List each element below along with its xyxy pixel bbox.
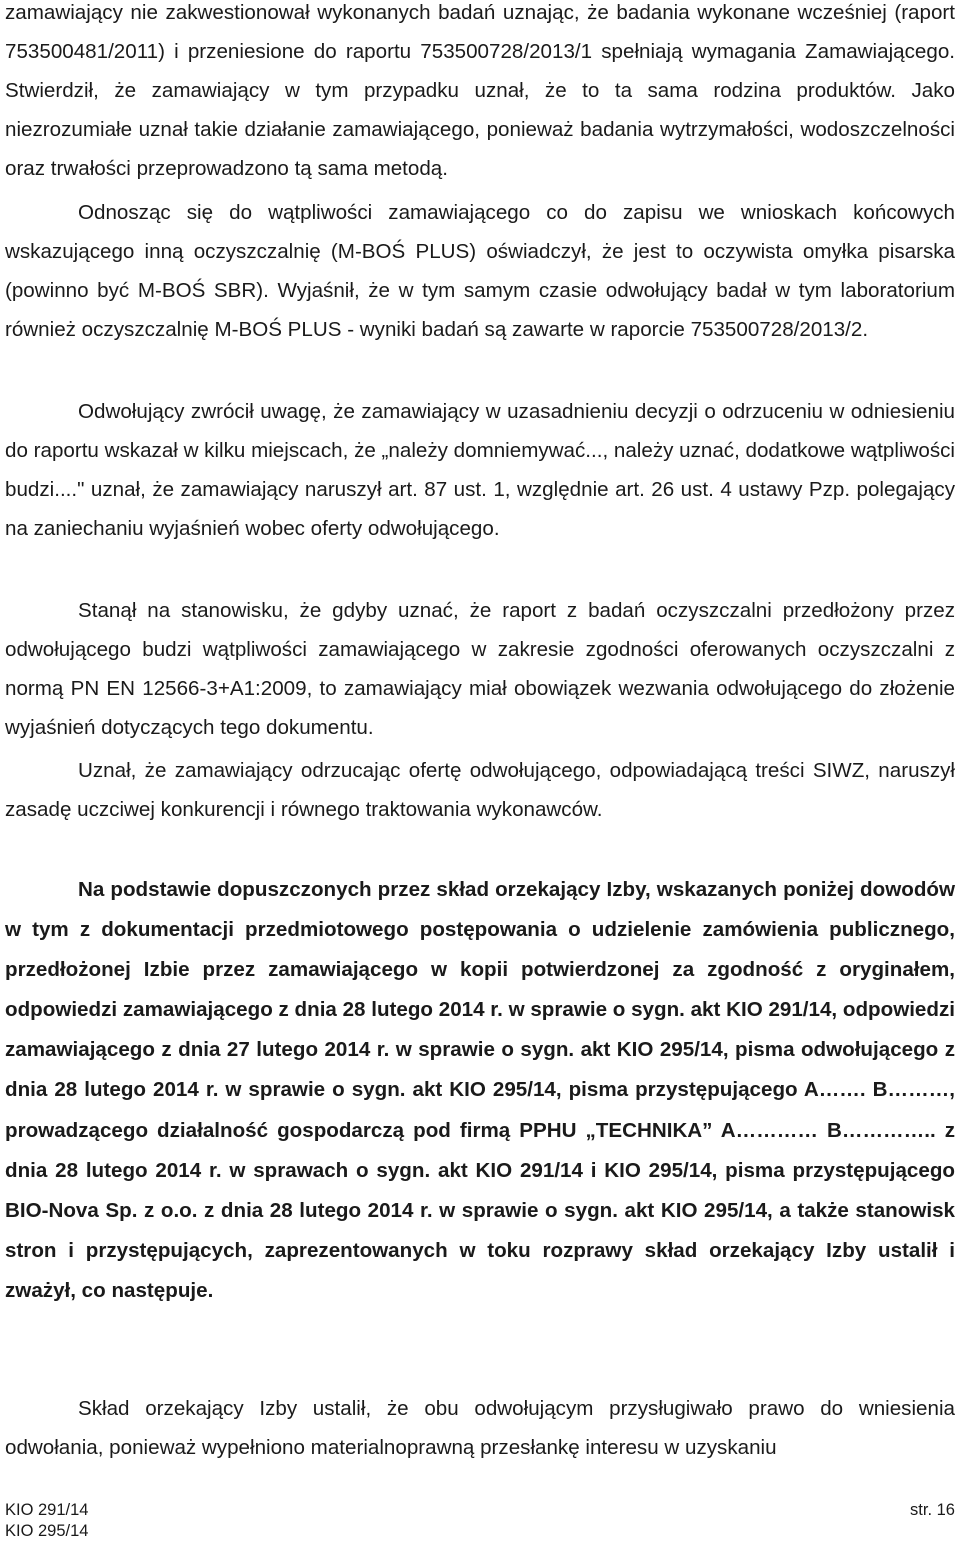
case-number-2: KIO 295/14 (5, 1522, 89, 1540)
page-number: str. 16 (910, 1501, 955, 1519)
paragraph-7: Skład orzekający Izby ustalił, że obu odwołującym przysługiwało prawo do wniesienia odwołania, ponieważ wypełniono materialnoprawną przesłankę interesu w uzyskaniu (5, 1397, 955, 1459)
paragraph-2: Odnosząc się do wątpliwości zamawiającego co do zapisu we wnioskach końcowych wskazującego inną oczyszczalnię (M-BOŚ PLUS) oświadczył, że jest to oczywista omyłka pisarska (powinno być M-BOŚ SBR). Wyjaśnił, że w tym samym czasie odwołujący badał w tym laboratorium również oczyszczalnię M-BOŚ PLUS - wyniki badań są zawarte w raporcie 753500728/2013/2. (5, 201, 955, 341)
case-number-1: KIO 291/14 (5, 1501, 89, 1519)
paragraph-4: Stanął na stanowisku, że gdyby uznać, że raport z badań oczyszczalni przedłożony przez odwołującego budzi wątpliwości zamawiającego w zakresie zgodności oferowanych oczyszczalni z normą PN EN 12566-3+A1:2009, to zamawiający miał obowiązek wezwania odwołującego do złożenie wyjaśnień dotyczących tego dokumentu. (5, 599, 955, 739)
paragraph-3: Odwołujący zwrócił uwagę, że zamawiający w uzasadnieniu decyzji o odrzuceniu w odniesieniu do raportu wskazał w kilku miejscach, że „należy domniemywać..., należy uznać, dodatkowe wątpliwości budzi...." uznał, że zamawiający naruszył art. 87 ust. 1, względnie art. 26 ust. 4 ustawy Pzp. polegający na zaniechaniu wyjaśnień wobec oferty odwołującego. (5, 400, 956, 540)
paragraph-1: zamawiający nie zakwestionował wykonanych badań uznając, że badania wykonane wcześniej (raport 753500481/2011) i przeniesione do raportu 753500728/2013/1 spełniają wymagania Zamawiającego. Stwierdził, że zamawiający w tym przypadku uznał, że to ta sama rodzina produktów. Jako niezrozumiałe uznał takie działanie zamawiającego, ponieważ badania wytrzymałości, wodoszczelności oraz trwałości przeprowadzono tą sama metodą. (5, 1, 955, 180)
case-numbers (5, 1500, 88, 1542)
paragraph-5: Uznał, że zamawiający odrzucając ofertę odwołującego, odpowiadającą treści SIWZ, naruszył zasadę uczciwej konkurencji i równego traktowania wykonawców. (5, 759, 955, 821)
paragraph-findings-basis: Na podstawie dopuszczonych przez skład orzekający Izby, wskazanych poniżej dowodów w tym z dokumentacji przedmiotowego postępowania o udzielenie zamówienia publicznego, przedłożonej Izbie przez zamawiającego w kopii potwierdzonej za zgodność z oryginałem, odpowiedzi zamawiającego z dnia 28 lutego 2014 r. w sprawie o sygn. akt KIO 291/14, odpowiedzi zamawiającego z dnia 27 lutego 2014 r. w sprawie o sygn. akt KIO 295/14, pisma odwołującego z dnia 28 lutego 2014 r. w sprawie o sygn. akt KIO 295/14, pisma przystępującego A……. B………, prowadzącego działalność gospodarczą pod firmą PPHU „TECHNIKA” A………… B………….. z dnia 28 lutego 2014 r. w sprawach o sygn. akt KIO 291/14 i KIO 295/14, pisma przystępującego BIO-Nova Sp. z o.o. z dnia 28 lutego 2014 r. w sprawie o sygn. akt KIO 295/14, a także stanowisk stron i przystępujących, zaprezentowanych w toku rozprawy skład orzekający Izby ustalił i zważył, co następuje. (5, 878, 955, 1302)
